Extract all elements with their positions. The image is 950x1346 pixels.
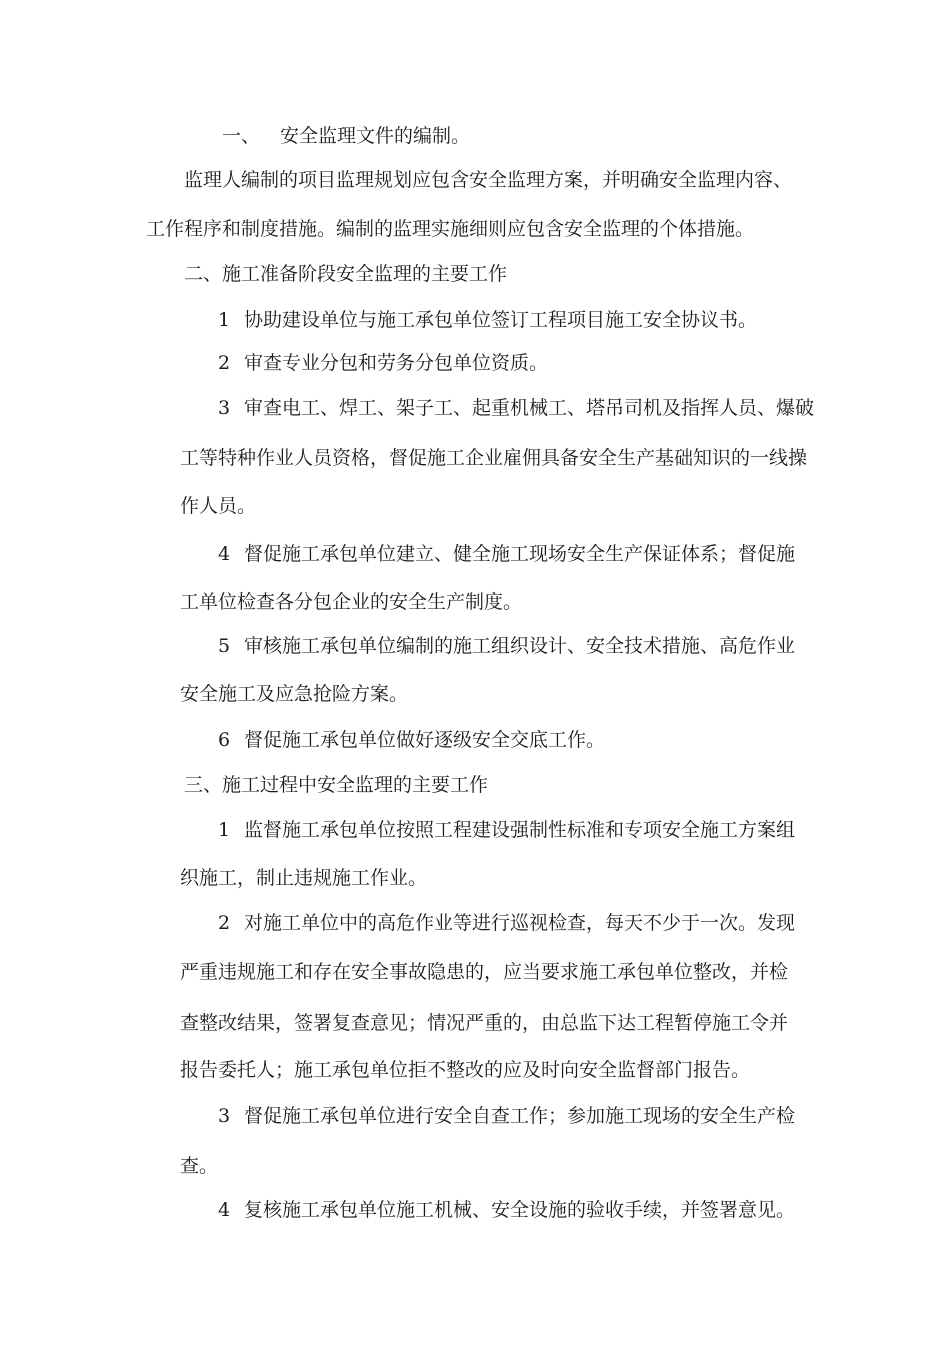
section-3-item-3 — [218, 1104, 795, 1128]
section-1-paragraph-line-1: 监理人编制的项目监理规划应包含安全监理方案，并明确安全监理内容、 — [184, 169, 793, 191]
section-2-item-5 — [218, 634, 795, 658]
item-text: 审查专业分包和劳务分包单位资质。 — [244, 352, 549, 374]
section-3-item-1-line-2: 织施工，制止违规施工作业。 — [180, 867, 428, 889]
item-number: 1 — [218, 309, 231, 331]
item-text: 监督施工承包单位按照工程建设强制性标准和专项安全施工方案组 — [244, 819, 796, 841]
section-2-item-3-line-3: 作人员。 — [180, 495, 257, 517]
section-1-heading — [222, 124, 470, 148]
item-number: 6 — [218, 729, 231, 751]
item-text: 督促施工承包单位建立、健全施工现场安全生产保证体系；督促施 — [244, 543, 796, 565]
section-1-title: 安全监理文件的编制。 — [280, 125, 471, 147]
section-2-item-3 — [218, 396, 814, 420]
item-text: 协助建设单位与施工承包单位签订工程项目施工安全协议书。 — [244, 309, 758, 331]
item-number: 4 — [218, 543, 231, 565]
section-2-item-3-line-2: 工等特种作业人员资格，督促施工企业雇佣具备安全生产基础知识的一线操 — [180, 447, 808, 469]
item-text: 督促施工承包单位进行安全自查工作；参加施工现场的安全生产检 — [244, 1105, 796, 1127]
section-3-item-4 — [218, 1198, 795, 1222]
section-2-item-6 — [218, 728, 605, 752]
section-3-item-3-line-2: 查。 — [180, 1155, 219, 1177]
section-3-heading: 三、施工过程中安全监理的主要工作 — [184, 774, 489, 796]
item-text: 督促施工承包单位做好逐级安全交底工作。 — [244, 729, 606, 751]
item-number: 2 — [218, 912, 231, 934]
item-text: 复核施工承包单位施工机械、安全设施的验收手续，并签署意见。 — [244, 1199, 796, 1221]
section-2-item-2 — [218, 351, 548, 375]
section-2-heading: 二、施工准备阶段安全监理的主要工作 — [184, 263, 508, 285]
section-2-item-4-line-2: 工单位检查各分包企业的安全生产制度。 — [180, 591, 523, 613]
section-2-item-5-line-2: 安全施工及应急抢险方案。 — [180, 683, 409, 705]
section-3-item-2 — [218, 911, 795, 935]
section-3-item-2-line-2: 严重违规施工和存在安全事故隐患的，应当要求施工承包单位整改，并检 — [180, 961, 789, 983]
section-1-paragraph-line-2: 工作程序和制度措施。编制的监理实施细则应包含安全监理的个体措施。 — [146, 218, 755, 240]
item-number: 3 — [218, 1105, 231, 1127]
item-text: 对施工单位中的高危作业等进行巡视检查，每天不少于一次。发现 — [244, 912, 796, 934]
section-3-item-2-line-4: 报告委托人；施工承包单位拒不整改的应及时向安全监督部门报告。 — [180, 1059, 751, 1081]
item-number: 4 — [218, 1199, 231, 1221]
item-text: 审查电工、焊工、架子工、起重机械工、塔吊司机及指挥人员、爆破 — [244, 397, 815, 419]
item-number: 5 — [218, 635, 231, 657]
section-2-item-4 — [218, 542, 795, 566]
section-3-item-2-line-3: 查整改结果，签署复查意见；情况严重的，由总监下达工程暂停施工令并 — [180, 1012, 789, 1034]
item-number: 3 — [218, 397, 231, 419]
item-number: 2 — [218, 352, 231, 374]
section-2-item-1 — [218, 308, 757, 332]
item-number: 1 — [218, 819, 231, 841]
section-3-item-1 — [218, 818, 795, 842]
item-text: 审核施工承包单位编制的施工组织设计、安全技术措施、高危作业 — [244, 635, 796, 657]
section-1-number: 一、 — [222, 125, 261, 147]
